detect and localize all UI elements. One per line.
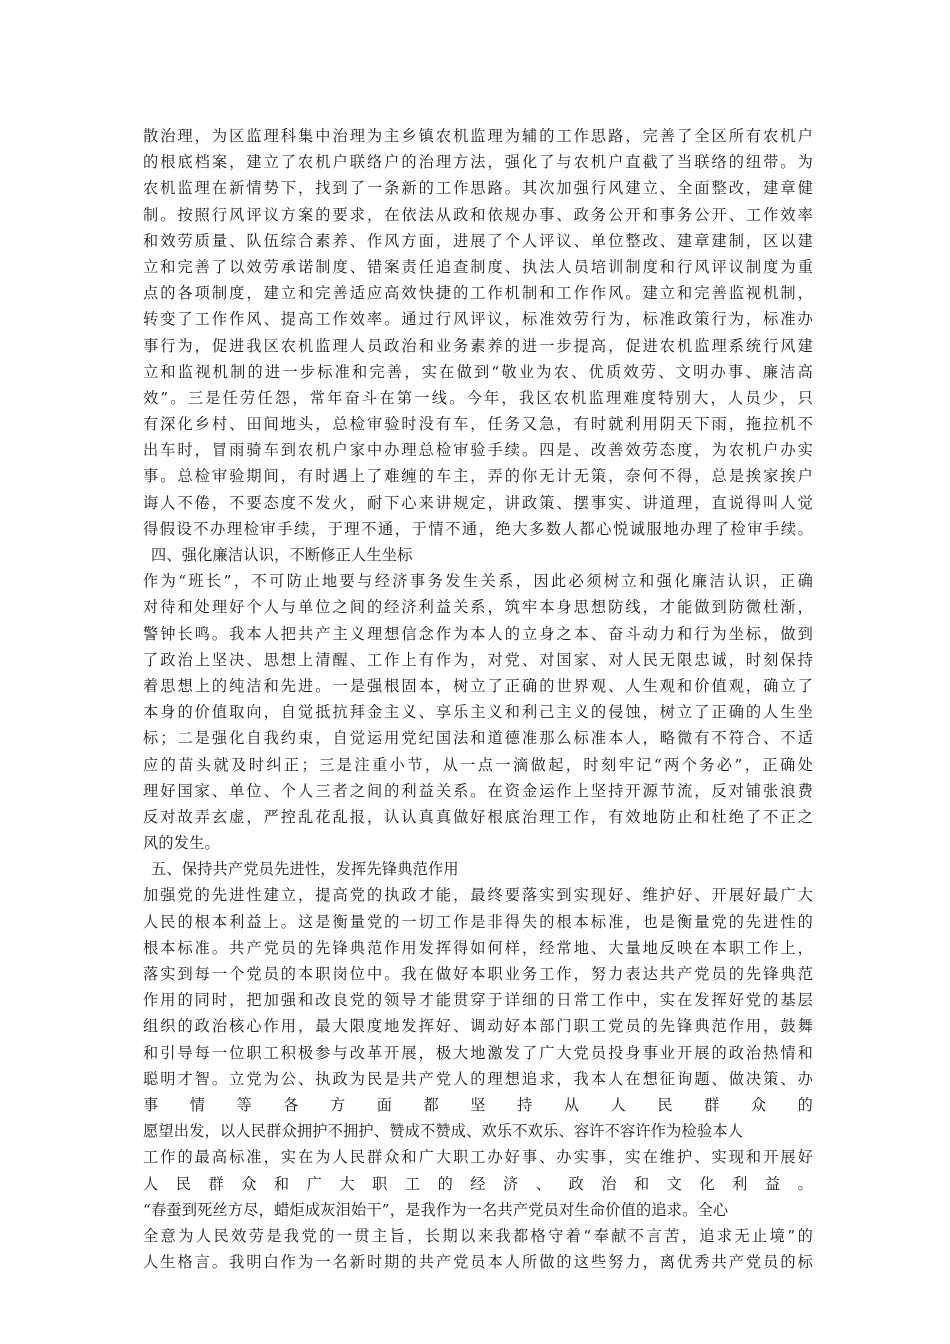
text-line: 作用的同时，把加强和改良党的领导才能贯穿于详细的日常工作中，实在发挥好党的基层 [143, 991, 813, 1010]
text-line: 加强党的先进性建立，提高党的执政才能，最终要落实到实现好、维护好、开展好最广大 [143, 886, 813, 905]
text-line: 工作的最高标准，实在为人民群众和广大职工办好事、办实事，实在维护、实现和开展好 [143, 1148, 813, 1167]
text-line: 点的各项制度，建立和完善适应高效快捷的工作机制和工作作风。建立和完善监视机制， [143, 284, 813, 303]
text-line: 着思想上的纯洁和先进。一是强根固本，树立了正确的世界观、人生观和价值观，确立了 [143, 676, 813, 695]
text-line: 转变了工作作风、提高工作效率。通过行风评议，标准效劳行为，标准政策行为，标准办 [143, 310, 813, 329]
text-line: 聪明才智。立党为公、执政为民是共产党人的理想追求，我本人在想征询题、做决策、办 [143, 1069, 813, 1088]
text-line: 事。总检审验期间，有时遇上了难缠的车主，弄的你无计无策，奈何不得，总是挨家挨户 [143, 467, 813, 486]
text-line: 散治理，为区监理科集中治理为主乡镇农机监理为辅的工作思路，完善了全区所有农机户 [143, 127, 813, 145]
text-line: 反对故弄玄虚，严控乱花乱报，认认真真做好根底治理工作，有效地防止和杜绝了不正之 [143, 807, 813, 826]
text-line: 立和监视机制的进一步标准和完善，实在做到“敬业为农、优质效劳、文明办事、廉洁高 [143, 362, 813, 381]
text-line: 落实到每一个党员的本职岗位中。我在做好本职业务工作，努力表达共产党员的先锋典范 [143, 965, 813, 983]
text-line: 制。按照行风评议方案的要求，在依法从政和依规办事、政务公开和事务公开、工作效率 [143, 205, 813, 224]
text-line: 理好国家、单位、个人三者之间的利益关系。在资金运作上坚持开源节流，反对铺张浪费 [143, 781, 813, 800]
text-line: 标；二是强化自我约束，自觉运用党纪国法和道德准那么标准本人，略微有不符合、不适 [143, 729, 813, 748]
text-line: 出车时，冒雨骑车到农机户家中办理总检审验手续。四是、改善效劳态度，为农机户办实 [143, 441, 813, 460]
text-line: 的根底档案，建立了农机户联络户的治理方法，强化了与农机户直截了当联络的纽带。为 [143, 153, 813, 172]
text-line: 和效劳质量、队伍综合素养、作风方面，进展了个人评议、单位整改、建章建制，区以建 [143, 231, 813, 250]
text-line: 警钟长鸣。我本人把共产主义理想信念作为本人的立身之本、奋斗动力和行为坐标，做到 [143, 624, 813, 643]
text-line: 有深化乡村、田间地头，总检审验时没有车，任务又急，有时就利用阴天下雨，拖拉机不 [143, 415, 813, 434]
text-line: 组织的政治核心作用，最大限度地发挥好、调动好本部门职工党员的先锋典范作用，鼓舞 [143, 1017, 813, 1036]
text-line: 了政治上坚决、思想上清醒、工作上有作为，对党、对国家、对人民无限忠诚，时刻保持 [143, 650, 813, 669]
text-line: 对待和处理好个人与单位之间的经济利益关系，筑牢本身思想防线，才能做到防微杜渐， [143, 598, 813, 617]
text-line: 作为“班长”，不可防止地要与经济事务发生关系，因此必须树立和强化廉洁认识，正确 [143, 572, 813, 591]
text-line: 人生格言。我明白作为一名新时期的共产党员本人所做的这些努力，离优秀共产党员的标 [143, 1253, 813, 1272]
text-line: 效”。三是任劳任怨，常年奋斗在第一线。今年，我区农机监理难度特别大，人员少，只 [143, 388, 813, 407]
text-line: 农机监理在新情势下，找到了一条新的工作思路。其次加强行风建立、全面整改，建章健 [143, 179, 813, 198]
text-line: 得假设不办理检审手续，于理不通，于情不通，绝大多数人都心悦诚服地办理了检审手续。 [143, 519, 813, 538]
text-line: 事情等各方面都坚持从人民群众的 [143, 1095, 813, 1114]
text-line: 和引导每一位职工积极参与改革开展，极大地激发了广大党员投身事业开展的政治热情和 [143, 1043, 813, 1062]
section-heading: 五、保持共产党员先进性，发挥先锋典范作用 [151, 860, 459, 879]
text-line: 风的发生。 [143, 834, 220, 853]
document-body [143, 123, 813, 1301]
text-line: 事行为，促进我区农机监理人员政治和业务素养的进一步提高，促进农机监理系统行风建 [143, 336, 813, 355]
text-line: 应的苗头就及时纠正；三是注重小节，从一点一滴做起，时刻牢记“两个务必”，正确处 [143, 755, 813, 774]
text-line: 本身的价值取向，自觉抵抗拜金主义、享乐主义和利己主义的侵蚀，树立了正确的人生坐 [143, 703, 813, 722]
section-heading: 四、强化廉洁认识，不断修正人生坐标 [151, 546, 413, 564]
text-line: 人民群众和广大职工的经济、政治和文化利益。 [143, 1174, 813, 1193]
text-line [143, 1275, 813, 1301]
text-line: 立和完善了以效劳承诺制度、错案责任追查制度、执法人员培训制度和行风评议制度为重 [143, 257, 813, 276]
text-line: “春蚕到死丝方尽，蜡炬成灰泪始干”，是我作为一名共产党员对生命价值的追求。全心 [143, 1200, 729, 1219]
text-line: 诲人不倦，不要态度不发火，耐下心来讲规定，讲政策、摆事实、讲道理，直说得叫人觉 [143, 493, 813, 512]
text-line: 愿望出发，以人民群众拥护不拥护、赞成不赞成、欢乐不欢乐、容许不容许作为检验本人 [143, 1122, 744, 1141]
text-line: 根本标准。共产党员的先锋典范作用发挥得如何样，经常地、大量地反映在本职工作上， [143, 938, 813, 957]
text-line: 全意为人民效劳是我党的一贯主旨，长期以来我都格守着“奉献不言苦，追求无止境”的 [143, 1226, 813, 1245]
text-line: 人民的根本利益上。这是衡量党的一切工作是非得失的根本标准，也是衡量党的先进性的 [143, 912, 813, 931]
